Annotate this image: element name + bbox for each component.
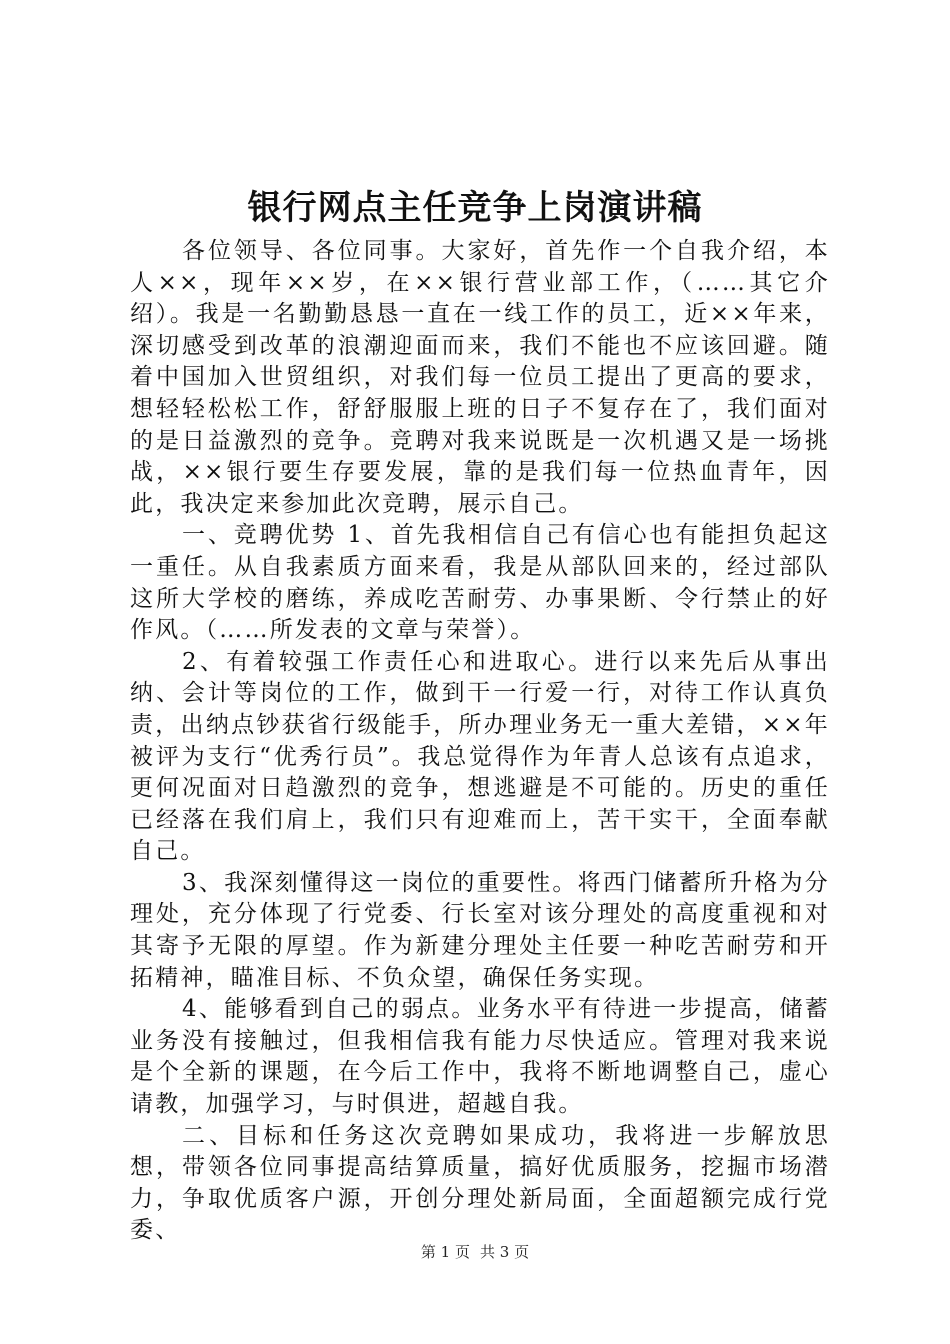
page-total: 共 3 页 — [480, 1243, 530, 1261]
page-footer — [0, 1242, 950, 1262]
document-title: 银行网点主任竞争上岗演讲稿 — [247, 188, 703, 228]
paragraph-intro: 各位领导、各位同事。大家好，首先作一个自我介绍，本人××，现年××岁，在××银行营业部工作，（……其它介绍）。我是一名勤勤恳恳一直在一线工作的员工，近××年来，深切感受到改革的浪潮迎面而来，我们不能也不应该回避。随着中国加入世贸组织，对我们每一位员工提出了更高的要求，想轻轻松松工作，舒舒服服上班的日子不复存在了，我们面对的是日益激烈的竞争。竞聘对我来说既是一次机遇又是一场挑战，××银行要生存要发展，靠的是我们每一位热血青年，因此，我决定来参加此次竞聘，展示自己。 — [130, 238, 830, 517]
paragraph-goals: 二、目标和任务这次竞聘如果成功，我将进一步解放思想，带领各位同事提高结算质量，搞好优质服务，挖掘市场潜力，争取优质客户源，开创分理处新局面，全面超额完成行党委、 — [130, 1122, 830, 1244]
paragraph-advantage-3: 3、我深刻懂得这一岗位的重要性。将西门储蓄所升格为分理处，充分体现了行党委、行长室对该分理处的高度重视和对其寄予无限的厚望。作为新建分理处主任要一种吃苦耐劳和开拓精神，瞄准目标、不负众望，确保任务实现。 — [130, 869, 830, 991]
document-body — [130, 236, 830, 1247]
page-number: 第 1 页 — [420, 1243, 470, 1261]
paragraph-advantage-4: 4、能够看到自己的弱点。业务水平有待进一步提高，储蓄业务没有接触过，但我相信我有能力尽快适应。管理对我来说是个全新的课题，在今后工作中，我将不断地调整自己，虚心请教，加强学习，与时俱进，超越自我。 — [130, 996, 830, 1118]
paragraph-advantage-2: 2、有着较强工作责任心和进取心。进行以来先后从事出纳、会计等岗位的工作，做到干一行爱一行，对待工作认真负责，出纳点钞获省行级能手，所办理业务无一重大差错，××年被评为支行“优秀行员”。我总觉得作为年青人总该有点追求，更何况面对日趋激烈的竞争，想逃避是不可能的。历史的重任已经落在我们肩上，我们只有迎难而上，苦干实干，全面奉献自己。 — [130, 648, 830, 865]
paragraph-advantage-1: 一、竞聘优势 1、首先我相信自己有信心也有能担负起这一重任。从自我素质方面来看，我是从部队回来的，经过部队这所大学校的磨练，养成吃苦耐劳、办事果断、令行禁止的好作风。（……所发表的文章与荣誉）。 — [130, 522, 830, 644]
